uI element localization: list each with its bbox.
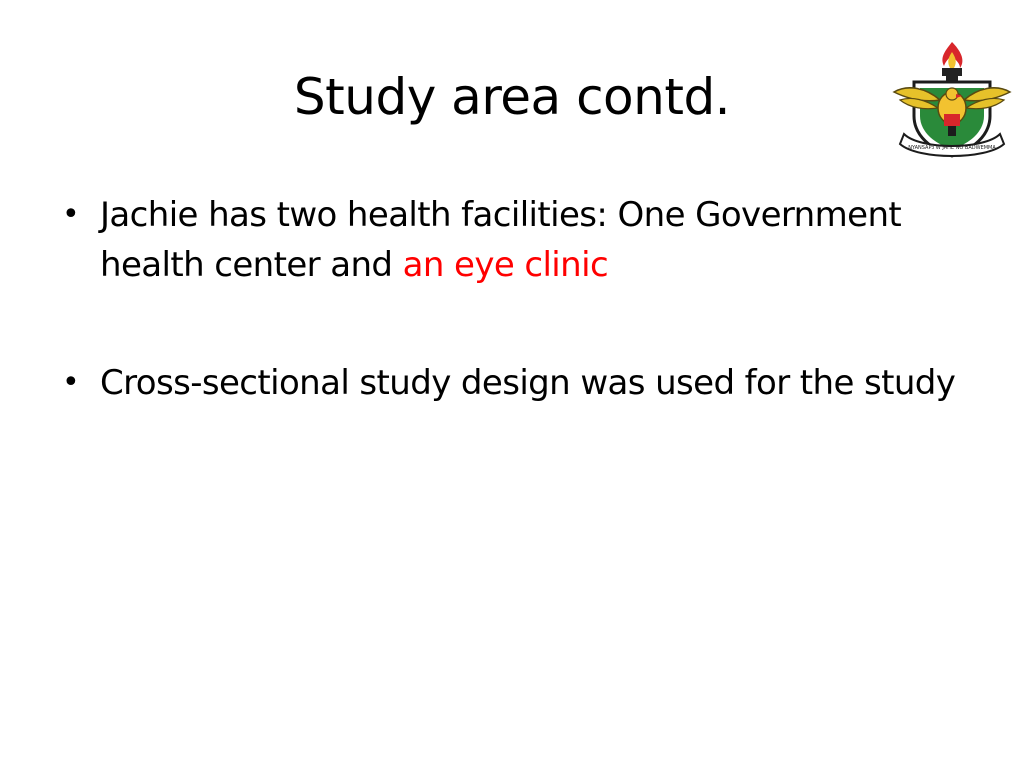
bullet-highlight-text: an eye clinic [402,245,609,285]
bullet-text: Cross-sectional study design was used for the study [100,363,956,403]
bullet-list [62,190,962,476]
bullet-item [62,358,962,408]
bullet-item [62,190,962,290]
bullet-dot-icon: • [62,197,80,232]
bullet-dot-icon: • [62,365,80,400]
bullet-text: Jachie has two health facilities: One Government health center and [100,195,902,285]
logo-banner-text: NYANSAPɔ W JAHE NO BADWEMMA [908,145,996,151]
slide-title: Study area contd. [293,68,731,126]
university-crest-icon [890,38,1014,162]
